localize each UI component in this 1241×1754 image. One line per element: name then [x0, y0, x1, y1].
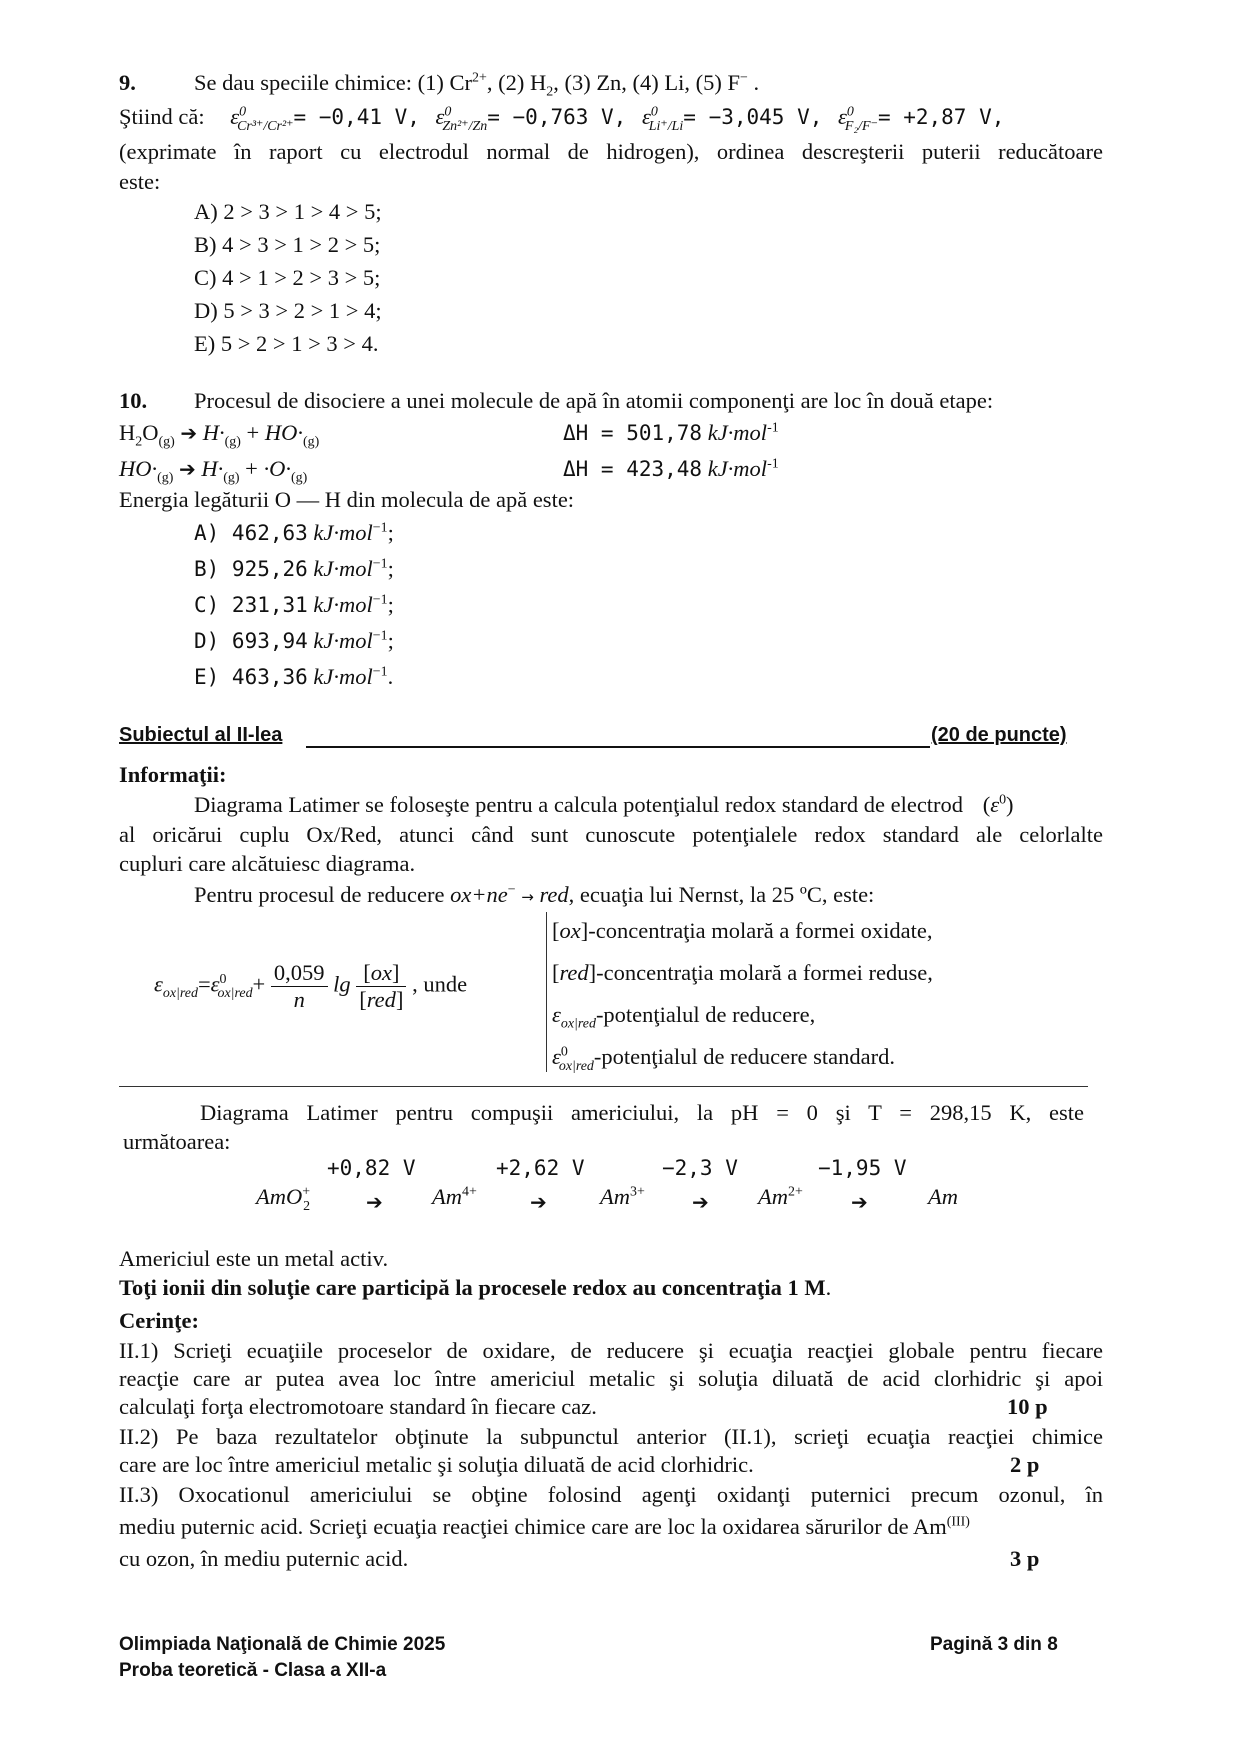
q9-option-a: A) 2 > 3 > 1 > 4 > 5;: [194, 199, 382, 224]
subject2-title: Subiectul al II-lea: [119, 724, 283, 746]
latimer-am2: $Am^{2+}$: [758, 1184, 803, 1209]
latimer-arrow3: ➔: [692, 1190, 709, 1214]
active-metal: Americiul este un metal activ.: [119, 1246, 389, 1271]
q9-intro: Se dau speciile chimice: (1) $Cr^{2+}$, (2) $H_2$, (3) Zn, (4) Li, (5) F− .: [194, 70, 760, 100]
nernst-intro: Pentru procesul de reducere ox+ne− → red, ecuaţia lui Nernst, la 25 ºC, este:: [194, 882, 875, 907]
nernst-coef: 0,059: [271, 960, 328, 987]
q9-number: 9.: [119, 70, 136, 95]
def-red: [red]-concentraţia molară a formei reduse,: [552, 960, 933, 985]
latimer-pot1: +0,82 V: [327, 1156, 416, 1180]
q10-option-d: D) 693,94 kJ·mol$^{-1}$;: [194, 628, 394, 653]
info-line2: al oricărui cuplu Ox/Red, atunci când sunt cunoscute potenţialele redox standard ale celorlalte: [119, 822, 1103, 847]
q10-question: Energia legăturii O — H din molecula de apă este:: [119, 487, 575, 512]
requirements-title: Cerinţe:: [119, 1308, 199, 1333]
q9-knowing: Ştiind că:: [119, 104, 205, 129]
q9-option-b: B) 4 > 3 > 1 > 2 > 5;: [194, 232, 381, 257]
q9-pot-cr: = −0,41 V,: [293, 105, 420, 129]
latimer-arrow4: ➔: [851, 1190, 868, 1214]
req2-points: 2 p: [1010, 1452, 1040, 1477]
q9-cont2: este:: [119, 169, 161, 194]
def-ox: [ox]-concentraţia molară a formei oxidate,: [552, 918, 933, 943]
footer-test: Proba teoretică - Clasa a XII-a: [119, 1660, 387, 1681]
q9-option-d: D) 5 > 3 > 2 > 1 > 4;: [194, 298, 382, 323]
req1-points: 10 p: [1007, 1394, 1048, 1419]
q10-option-c: C) 231,31 kJ·mol$^{-1}$;: [194, 592, 394, 617]
latimer-am: Am: [928, 1184, 958, 1209]
q10-option-a: A) 462,63 kJ·mol$^{-1}$;: [194, 520, 394, 545]
q10-step1: $H_2O_{(g)}$ ➔ $H\cdot_{(g)} + HO\cdot_{(g)}$: [119, 420, 320, 450]
latimer-line1: Diagrama Latimer pentru compuşii americiului, la pH = 0 şi T = 298,15 K, este: [200, 1100, 1084, 1125]
info-line3: cupluri care alcătuiesc diagrama.: [119, 851, 416, 876]
q10-intro: Procesul de disociere a unei molecule de apă în atomii componenţi are loc în două etape:: [194, 388, 994, 413]
req1-line1: II.1) Scrieţi ecuaţiile proceselor de oxidare, de reducere şi ecuaţia reacţiei globale pentru fiecare: [119, 1338, 1103, 1363]
q10-option-e: E) 463,36 kJ·mol$^{-1}$.: [194, 664, 394, 689]
latimer-pot4: −1,95 V: [818, 1156, 907, 1180]
q9-pot-f: = +2,87 V,: [877, 105, 1005, 129]
subject2-title-rule: [306, 746, 930, 748]
nernst-equation: $\varepsilon_{ox|red}=\varepsilon^0_{ox|red}+$ $\frac{0,059}{n}$ lg $\frac{[ox]}{\text{[red]}}$ , unde: [154, 960, 468, 1012]
q9-option-e: E) 5 > 2 > 1 > 3 > 4.: [194, 331, 379, 356]
q10-dh2: ΔH = 423,48 kJ·mol$^{-1}$: [563, 456, 779, 481]
footer-olympiad: Olimpiada Naţională de Chimie 2025: [119, 1634, 446, 1655]
def-eps0: $\varepsilon^0_{ox|red}$-potenţialul de reducere standard.: [552, 1044, 896, 1074]
req3-line1: II.3) Oxocationul americiului se obţine folosind agenţi oxidanţi puternici precum ozonul, în: [119, 1482, 1103, 1507]
latimer-arrow1: ➔: [366, 1190, 383, 1214]
latimer-arrow2: ➔: [530, 1190, 547, 1214]
latimer-pot2: +2,62 V: [496, 1156, 585, 1180]
q10-dh1: ΔH = 501,78 kJ·mol$^{-1}$: [563, 420, 779, 445]
q9-pot-zn: = −0,763 V,: [487, 105, 627, 129]
latimer-pot3: −2,3 V: [662, 1156, 738, 1180]
latimer-amo2: AmO+$_2$: [256, 1184, 311, 1214]
q9-cont1: (exprimate în raport cu electrodul normal de hidrogen), ordinea descreşterii puterii reducătoare: [119, 139, 1103, 164]
latimer-am4: $Am^{4+}$: [432, 1184, 477, 1209]
nernst-where: , unde: [412, 971, 468, 997]
subject2-points: (20 de puncte): [931, 724, 1067, 746]
req2-line2: care are loc între americiul metalic şi soluţia diluată de acid clorhidric.: [119, 1452, 754, 1477]
q9-potentials: Ştiind că: $\varepsilon^0_{Cr^{3+}/Cr^{2+}}= -0,41$ V, $\varepsilon^0_{Zn^{2+}/Zn}= -0,763$ V, $\varepsilon^0_{Li^+/Li}= -3,045$ V, $\varepsilon^0_{F_2/F^-}= +2,87$ V,: [119, 104, 1005, 134]
req1-line2: reacţie care ar putea avea loc între americiul metalic şi soluţia diluată de acid clorhidric şi apoi: [119, 1366, 1103, 1391]
q10-step2: $HO\cdot_{(g)}$ ➔ $H\cdot_{(g)} + \cdot O\cdot_{(g)}$: [119, 456, 308, 486]
info-line1: Diagrama Latimer se foloseşte pentru a calcula potenţialul redox standard de electrod $(\varepsilon^0)$: [194, 792, 1014, 817]
footer-page: Pagină 3 din 8: [930, 1634, 1058, 1655]
def-eps: $\varepsilon_{ox|red}$-potenţialul de reducere,: [552, 1002, 816, 1032]
req3-line2: mediu puternic acid. Scrieţi ecuaţia reacţiei chimice care are loc la oxidarea sărurilor de $Am^{(III)}$: [119, 1514, 970, 1539]
req2-line1: II.2) Pe baza rezultatelor obţinute la subpunctul anterior (II.1), scrieţi ecuaţia reacţiei chimice: [119, 1424, 1103, 1449]
q10-option-b: B) 925,26 kJ·mol$^{-1}$;: [194, 556, 394, 581]
q10-number: 10.: [119, 388, 148, 413]
latimer-am3: $Am^{3+}$: [600, 1184, 645, 1209]
latimer-line2: următoarea:: [123, 1129, 231, 1154]
definitions-bar: [546, 912, 547, 1072]
q9-option-c: C) 4 > 1 > 2 > 3 > 5;: [194, 265, 381, 290]
req3-line3: cu ozon, în mediu puternic acid.: [119, 1546, 409, 1571]
q9-pot-li: = −3,045 V,: [683, 105, 823, 129]
req3-points: 3 p: [1010, 1546, 1040, 1571]
info-separator: [119, 1086, 1088, 1087]
info-title: Informaţii:: [119, 762, 227, 787]
req1-line3: calculaţi forţa electromotoare standard în fiecare caz.: [119, 1394, 597, 1419]
all-ions: Toţi ionii din soluţie care participă la procesele redox au concentraţia 1 M.: [119, 1275, 832, 1300]
